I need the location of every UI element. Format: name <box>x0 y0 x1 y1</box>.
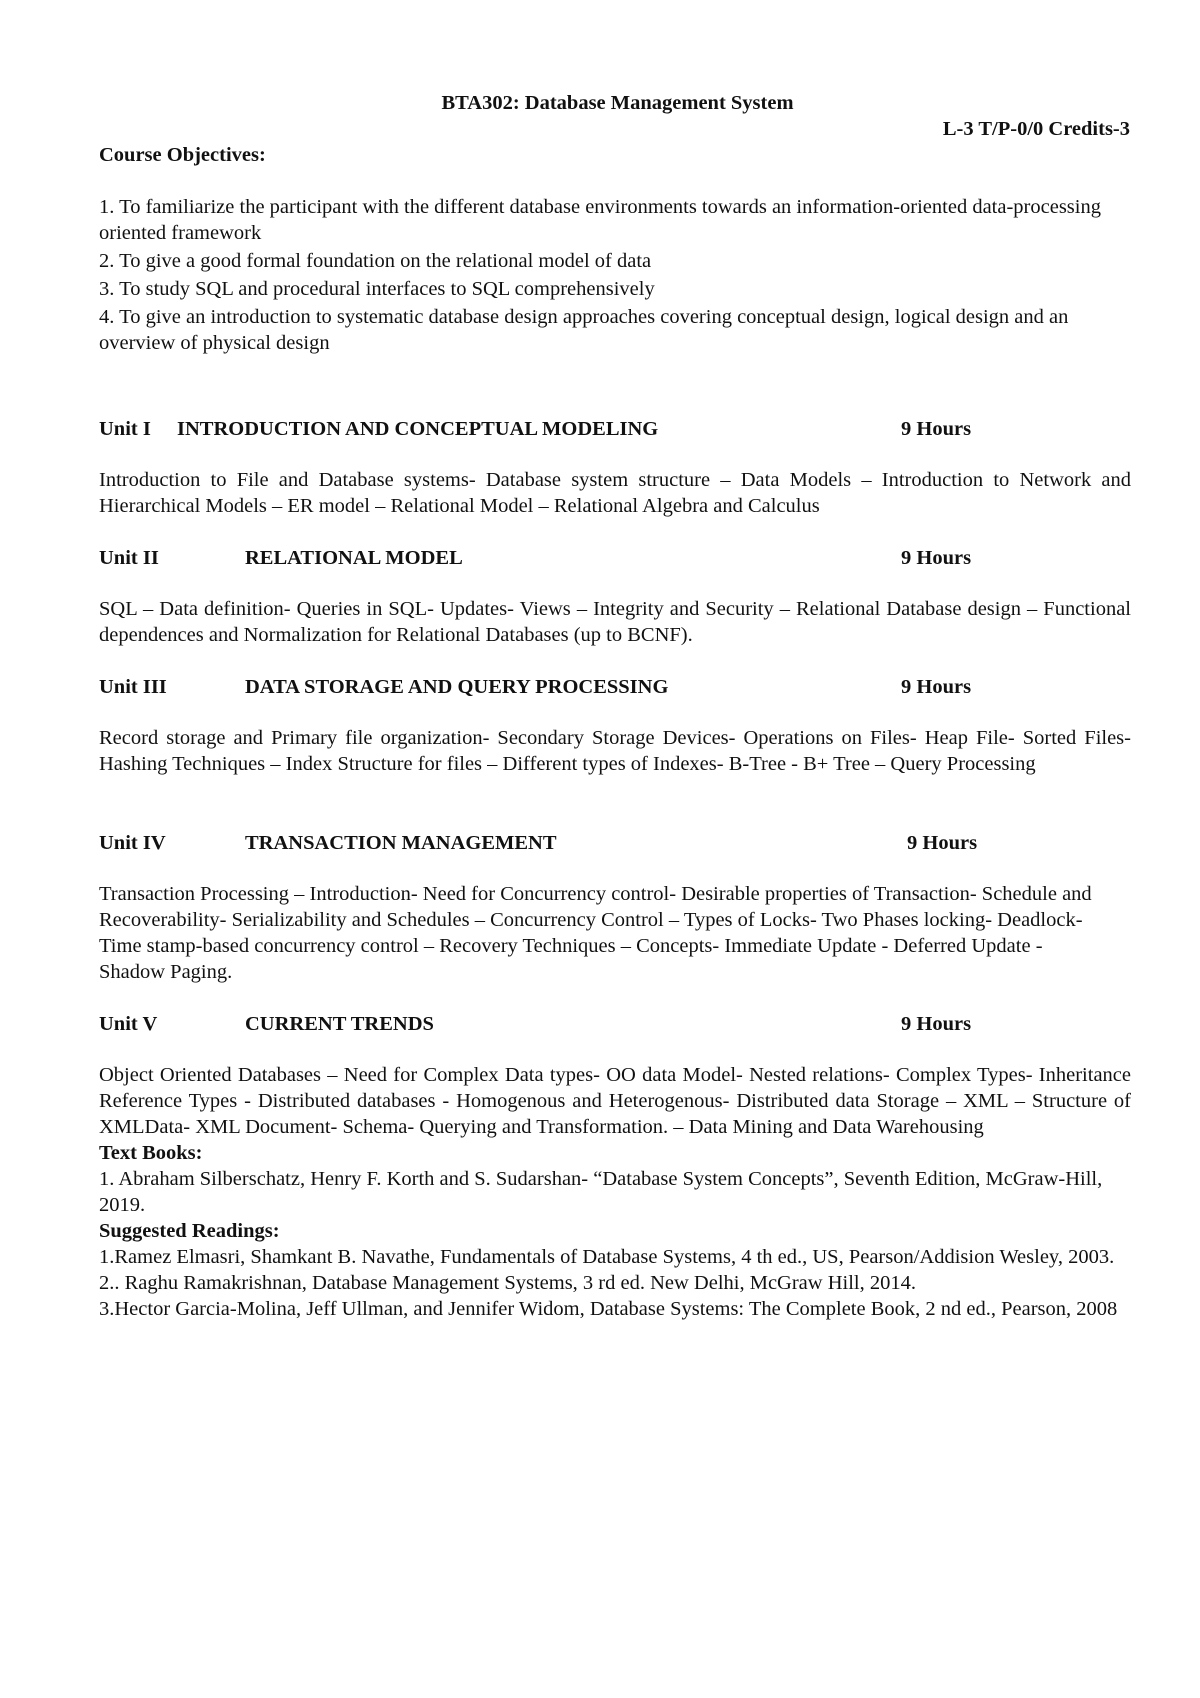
objective-item: 2. To give a good formal foundation on the relational model of data <box>99 250 652 272</box>
objectives-heading: Course Objectives: <box>99 144 266 166</box>
text-books-heading: Text Books: <box>99 1142 203 1164</box>
course-credits: L-3 T/P-0/0 Credits-3 <box>942 118 1130 140</box>
reading-item: 2.. Raghu Ramakrishnan, Database Management Systems, 3 rd ed. New Delhi, McGraw Hill, 2014. <box>99 1272 916 1294</box>
unit-hours: 9 Hours <box>907 832 978 854</box>
objective-item: 4. To give an introduction to systematic database design approaches covering conceptual design, logical design and an overview of physical design <box>99 306 1069 354</box>
unit-name: TRANSACTION MANAGEMENT <box>245 832 557 854</box>
course-title: BTA302: Database Management System <box>441 92 794 114</box>
unit-heading <box>99 674 1149 700</box>
unit-number: Unit I <box>99 418 151 440</box>
unit-hours: 9 Hours <box>901 547 972 569</box>
unit-name: DATA STORAGE AND QUERY PROCESSING <box>245 676 669 698</box>
unit-hours: 9 Hours <box>901 418 972 440</box>
unit-content: Introduction to File and Database systems- Database system structure – Data Models – Introduction to Network and Hierarchical Models – ER model – Relational Model – Relational Algebra and Calculus <box>99 469 1131 517</box>
unit-number: Unit V <box>99 1013 158 1035</box>
unit-content: Record storage and Primary file organization- Secondary Storage Devices- Operations on Files- Heap File- Sorted Files- Hashing Techniques – Index Structure for files – Different types of Indexes- B-Tree - B+ Tree – Query Processing <box>99 727 1131 775</box>
references-section <box>99 1062 1131 1322</box>
course-objectives <box>99 142 1131 358</box>
objective-item: 1. To familiarize the participant with the different database environments towards an information-oriented data-processing oriented framework <box>99 196 1101 244</box>
unit-content: SQL – Data definition- Queries in SQL- Updates- Views – Integrity and Security – Relational Database design – Functional dependences and Normalization for Relational Databases (up to BCNF). <box>99 598 1131 646</box>
suggested-readings-heading: Suggested Readings: <box>99 1220 280 1242</box>
objective-item: 3. To study SQL and procedural interfaces to SQL comprehensively <box>99 278 655 300</box>
unit-hours: 9 Hours <box>901 1013 972 1035</box>
text-book-item: 1. Abraham Silberschatz, Henry F. Korth and S. Sudarshan- “Database System Concepts”, Seventh Edition, McGraw-Hill, 2019. <box>99 1168 1103 1216</box>
reading-item: 1.Ramez Elmasri, Shamkant B. Navathe, Fundamentals of Database Systems, 4 th ed., US, Pearson/Addision Wesley, 2003. <box>99 1246 1115 1268</box>
unit-number: Unit IV <box>99 832 166 854</box>
unit-number: Unit II <box>99 547 159 569</box>
unit-name: RELATIONAL MODEL <box>245 547 463 569</box>
unit-name: CURRENT TRENDS <box>245 1013 434 1035</box>
unit-heading <box>99 1011 1149 1037</box>
unit-name: INTRODUCTION AND CONCEPTUAL MODELING <box>177 418 659 440</box>
unit-content: Transaction Processing – Introduction- Need for Concurrency control- Desirable properties of Transaction- Schedule and Recoverability- Serializability and Schedules – Concurrency Control – Types of Locks- Two Phases locking- Deadlock- Time stamp-based concurrency control – Recovery Techniques – Concepts- Immediate Update - Deferred Update - Shadow Paging. <box>99 883 1092 983</box>
unit-heading <box>99 830 1149 856</box>
unit-number: Unit III <box>99 676 167 698</box>
unit-heading <box>99 545 1149 571</box>
unit-hours: 9 Hours <box>901 676 972 698</box>
unit-heading <box>99 416 1149 442</box>
reading-item: 3.Hector Garcia-Molina, Jeff Ullman, and Jennifer Widom, Database Systems: The Complete Book, 2 nd ed., Pearson, 2008 <box>99 1298 1118 1320</box>
unit-content: Object Oriented Databases – Need for Complex Data types- OO data Model- Nested relations- Complex Types- Inheritance Reference Types - Distributed databases - Homogenous and Heterogenous- Distributed data Storage – XML – Structure of XMLData- XML Document- Schema- Querying and Transformation. – Data Mining and Data Warehousing <box>99 1064 1131 1138</box>
